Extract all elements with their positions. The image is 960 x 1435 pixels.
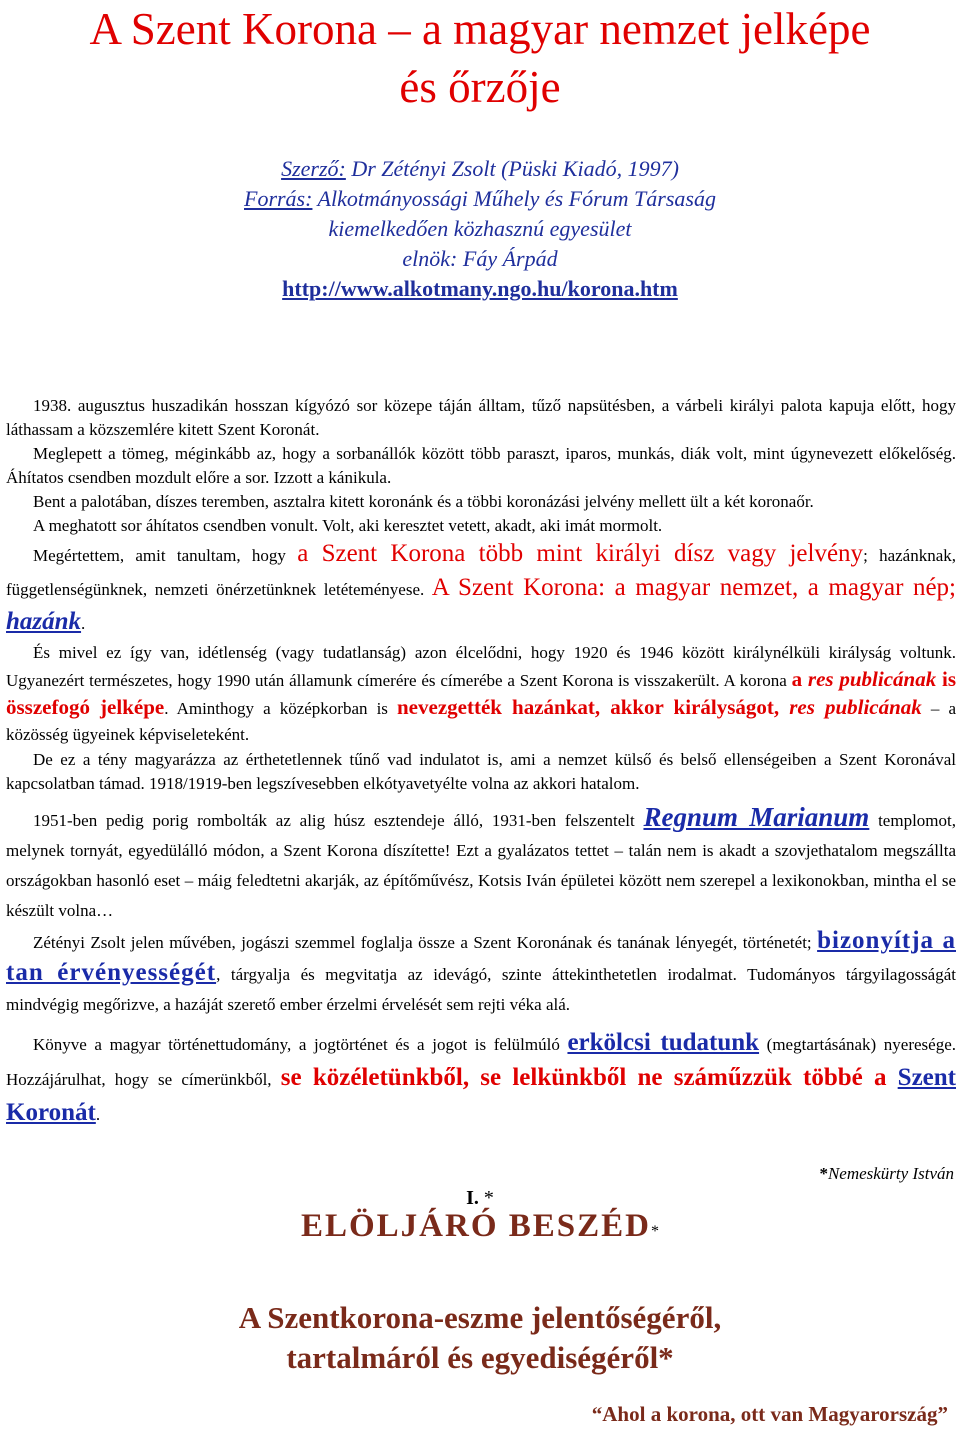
p6-highlight-res-publica: res publicának [807,667,937,691]
p6-highlight-c: nevezgették hazánkat, akkor királyságot, [397,695,790,719]
paragraph-8 [6,802,956,926]
source-value: Alkotmányossági Műhely és Fórum Társaság [312,186,716,211]
organization-line: kiemelkedően közhasznú egyesület [328,216,632,241]
p10-highlight-2: se közéletünkből, se lelkünkből ne száműzzük többé a [280,1064,898,1091]
paragraph-2: Meglepett a tömeg, méginkább az, hogy a sorbanállók között több paraszt, iparos, munkás, diák volt, mint úgynevezett előkelőség. Áhítatos csendben mozdult előre a sor. Izzott a kánikula. [6,444,956,487]
intro-text [6,394,956,1131]
president-line: elnök: Fáy Árpád [402,246,558,271]
author-value: Dr Zétényi Zsolt (Püski Kiadó, 1997) [345,156,679,181]
p9-highlight[interactable]: bizonyítja a tan érvényességét [6,927,956,986]
source-url-link[interactable]: http://www.alkotmany.ngo.hu/korona.htm [282,276,678,301]
paragraph-7: De ez a tény magyarázza az érthetetlennek tűnő vad indulatot is, ami a nemzet külső és belső ellenségeiben a Szent Koronával kapcsolatban támad. 1918/1919-ben legszívesebben elkótyavetyélte volna az akkori hatalom. [6,750,956,793]
motto-quote: “Ahol a korona, ott van Magyarország” [591,1402,948,1426]
paragraph-5 [6,538,956,640]
p10-highlight[interactable]: erkölcsi tudatunk [567,1029,760,1056]
p5-period: . [81,614,86,633]
p10-text-c: (megtartásának) nyeresége. Hozzájárulhat, hogy se címerünkből, [6,1035,956,1089]
chapter-heading [0,1208,960,1245]
p8-text-c: templomot, melynek tornyát, egyedülálló módon, a Szent Korona díszítette! Ezt a gyalázatos tettet – talán nem is akadt a szovjethatalom megszállta országokban hasonló eset – máig feledtetni akarják, az építőművész, Kotsis Iván épületei között nem szerepel a lexikonokban, mintha el se készült volna… [6,811,956,920]
chapter-number [0,1187,960,1210]
p6-highlight-res-publica-2: res publicának [789,695,922,719]
author-label: Szerző: [281,156,346,181]
p6-text-a: És mivel ez így van, idétlenség (vagy tudatlanság) azon élcelődni, hogy 1920 és 1946 között királynélküli királyság voltunk. Ugyanezért természetes, hogy 1990 után államunk címerére és címerébe a Szent Korona is visszakerült. A korona [6,643,956,690]
chapter-number-text: I. [466,1187,479,1209]
p6-text-e: . Aminthogy a középkorban is [164,699,397,718]
chapter-subtitle-line1: A Szentkorona-eszme jelentőségéről, [238,1300,722,1335]
p6-highlight-b: is összefogó jelképe [6,667,957,719]
page-title: A Szent Korona – a magyar nemzet jelképe [89,4,871,54]
p10-text-a: Könyve a magyar történettudomány, a jogtörténet és a jogot is felülmúló [33,1035,568,1054]
chapter-heading-star: * [651,1223,659,1240]
paragraph-3: Bent a palotában, díszes teremben, asztalra kitett koronánk és a többi koronázási jelvény mellett ült a két koronaőr. [33,492,814,511]
source-label: Forrás: [244,186,313,211]
p8-text-a: 1951-ben pedig porig rombolták az alig húsz esztendeje álló, 1931-ben felszentelt [33,811,644,830]
source-line [0,184,960,213]
paragraph-1: 1938. augusztus huszadikán hosszan kígyózó sor közepe táján álltam, tűző napsütésben, a várbeli királyi palota kapuja előtt, hogy láthassam a közszemlére kitett Szent Koronát. [6,396,956,439]
paragraph-4: A meghatott sor áhítatos csendben vonult. Volt, aki keresztet vetett, akadt, aki imát mormolt. [33,516,663,535]
chapter-number-star: * [478,1187,494,1209]
chapter-heading-text: ELÖLJÁRÓ BESZÉD [300,1208,651,1244]
hazank-link[interactable]: hazánk [6,608,82,635]
paragraph-10 [6,1026,956,1131]
paragraph-6 [6,640,956,748]
chapter-subtitle-line2: tartalmáról és egyediségéről* [286,1340,674,1375]
szent-koronat-link[interactable]: Szent Koronát [6,1064,956,1126]
paragraph-9 [6,926,956,1020]
author-line [0,154,960,183]
p10-period: . [95,1105,101,1124]
signature-name: Nemeskürty István [827,1164,954,1183]
p6-highlight-a: a [791,667,808,691]
p5-text-a: Megértettem, amit tanultam, hogy [33,546,298,565]
p5-highlight-2: A Szent Korona: a magyar nemzet, a magyar nép; [431,574,956,601]
signature-star: * [819,1164,828,1183]
p9-text-c: , tárgyalja és megvitatja az idevágó, szinte áttekinthetetlen irodalmat. Tudományos tárgyilagosságát mindvégig megőrizve, a hazáját szerető ember érzelmi érvelését sem rejti véka alá. [6,965,956,1014]
page-title-line2: és őrzője [399,62,561,112]
regnum-marianum-link[interactable]: Regnum Marianum [643,802,870,832]
p5-highlight: a Szent Korona több mint királyi dísz vagy jelvény [297,540,864,567]
p9-text-a: Zétényi Zsolt jelen művében, jogászi szemmel foglalja össze a Szent Koronának és tanának lényegét, történetét; [33,933,818,952]
signature [819,1164,954,1184]
p5-text-c: ; hazánknak, függetlenségünknek, nemzeti önérzetünknek letéteményese. [6,546,956,599]
p6-text-h: – a közösség ügyeinek képviseleteként. [6,699,956,744]
